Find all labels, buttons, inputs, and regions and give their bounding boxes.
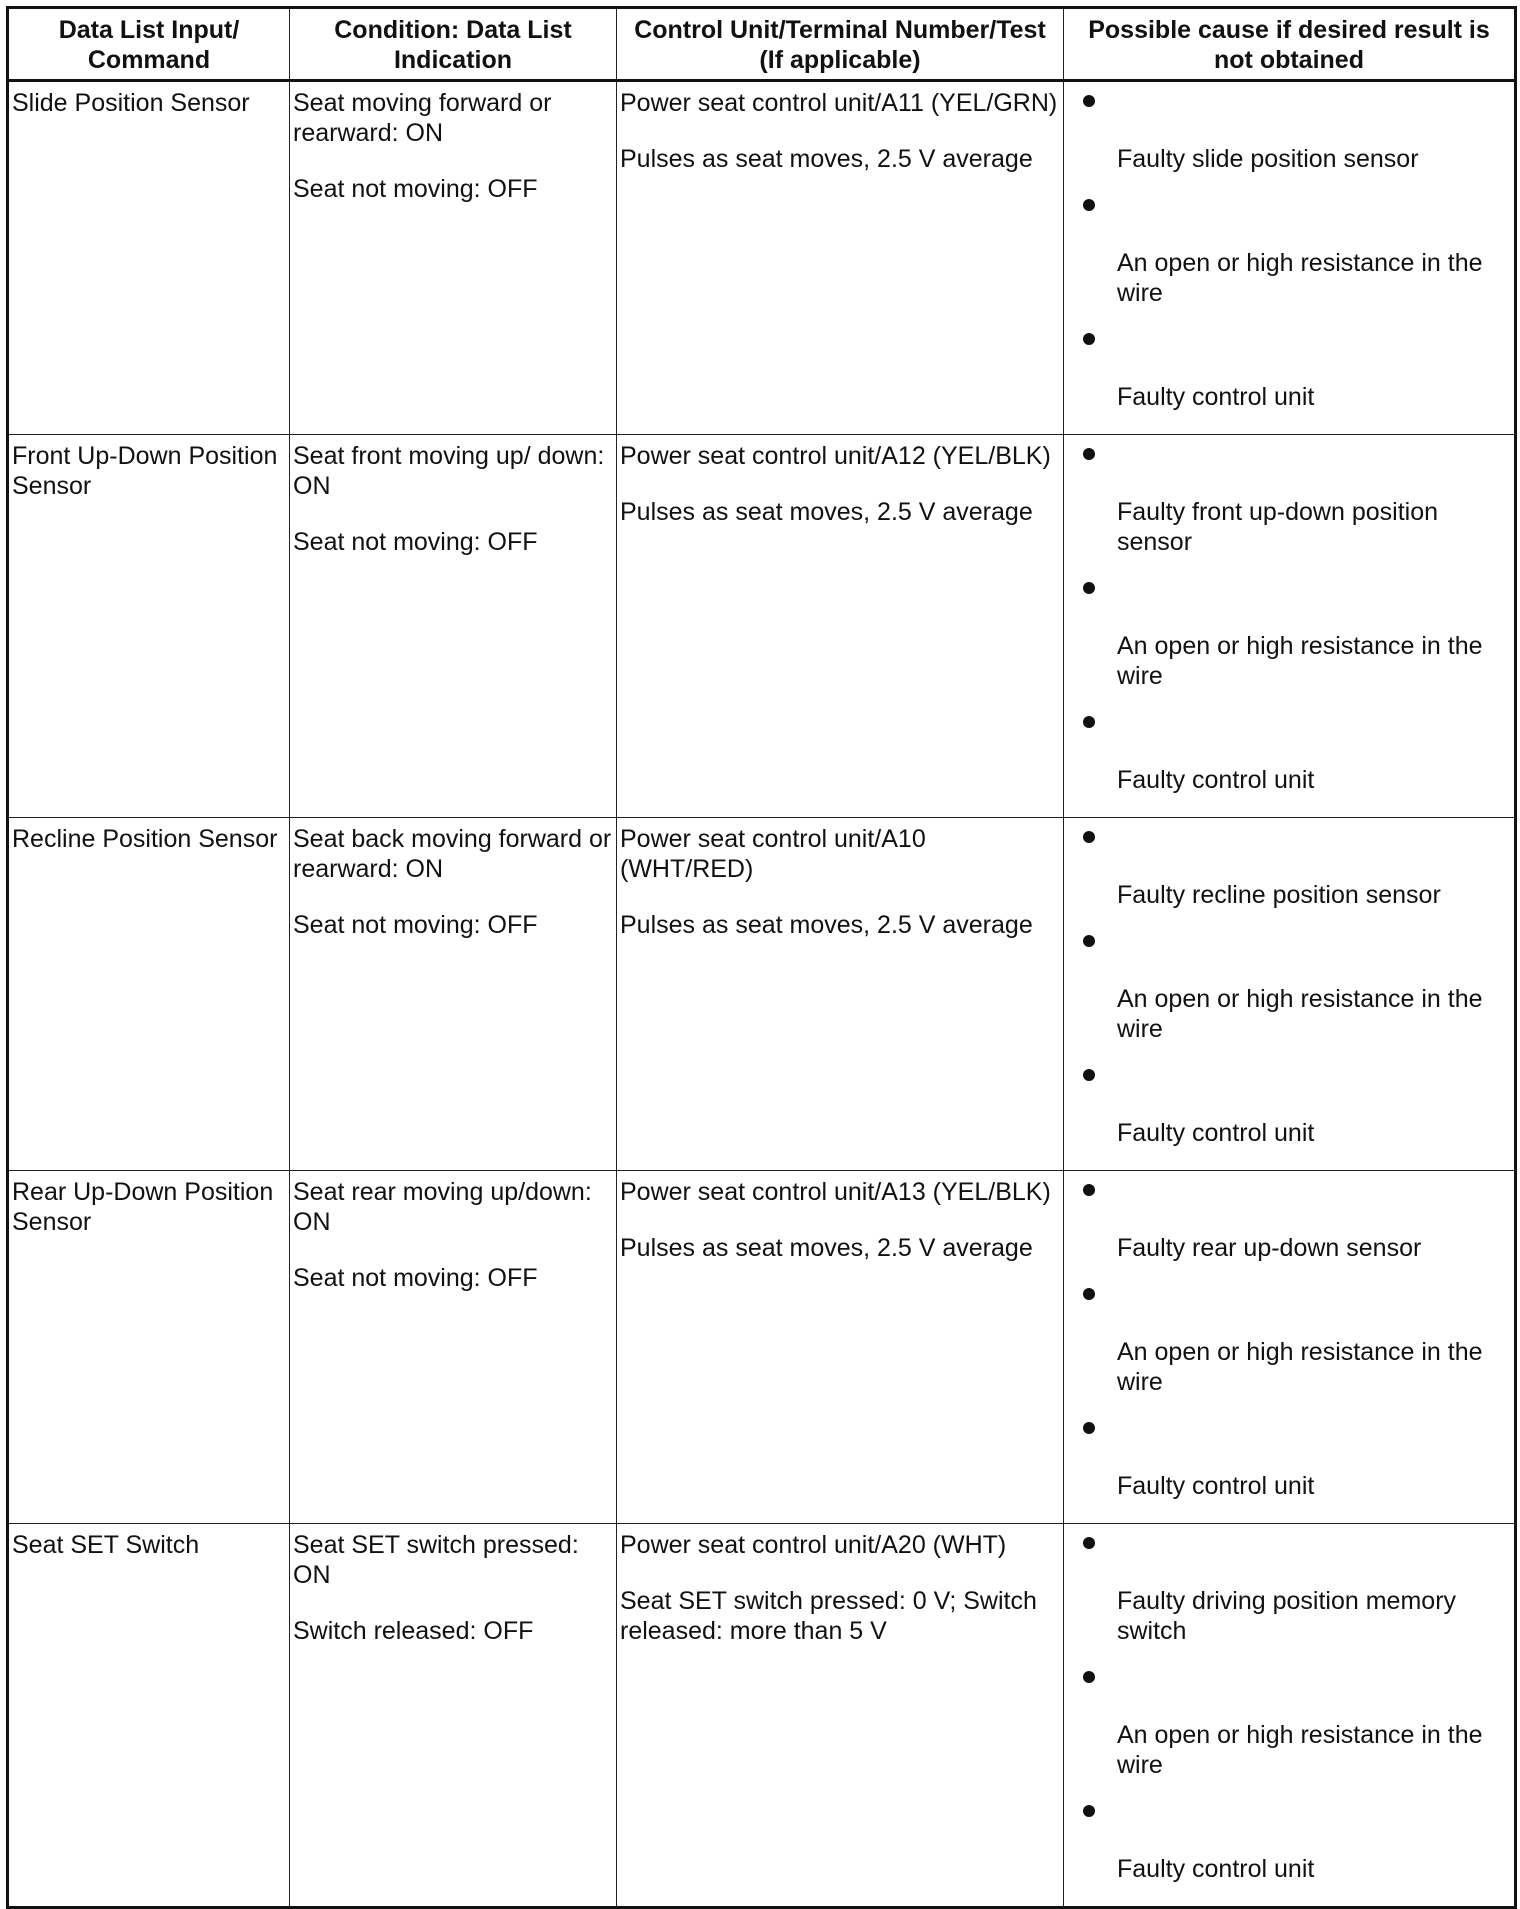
cause-text: Faulty control unit bbox=[1117, 1472, 1315, 1500]
bullet-icon bbox=[1083, 1671, 1095, 1683]
bullet-icon bbox=[1083, 582, 1095, 594]
bullet-icon bbox=[1083, 1288, 1095, 1300]
bullet-icon bbox=[1083, 1537, 1095, 1549]
bullet-icon bbox=[1083, 1069, 1095, 1081]
table-row bbox=[8, 1524, 1516, 1908]
input-label: Slide Position Sensor bbox=[12, 89, 250, 117]
cause-item bbox=[1067, 709, 1511, 795]
cause-text: Faulty front up-down position sensor bbox=[1117, 498, 1439, 556]
cause-list bbox=[1067, 1177, 1511, 1501]
table-row bbox=[8, 81, 1516, 435]
bullet-icon bbox=[1083, 333, 1095, 345]
bullet-icon bbox=[1083, 935, 1095, 947]
table-row bbox=[8, 1171, 1516, 1524]
cause-list bbox=[1067, 824, 1511, 1148]
control-cell bbox=[617, 818, 1064, 1171]
cause-list bbox=[1067, 1530, 1511, 1884]
cause-cell bbox=[1064, 1171, 1516, 1524]
cause-text: Faulty control unit bbox=[1117, 766, 1315, 794]
control-cell bbox=[617, 435, 1064, 818]
condition-line: Seat not moving: OFF bbox=[293, 911, 538, 939]
cause-item bbox=[1067, 1530, 1511, 1646]
control-line: Power seat control unit/A20 (WHT) bbox=[620, 1531, 1007, 1559]
bullet-icon bbox=[1083, 1805, 1095, 1817]
header-row bbox=[8, 8, 1516, 81]
condition-line: Seat rear moving up/down: ON bbox=[293, 1178, 592, 1236]
condition-cell bbox=[290, 435, 617, 818]
cause-item bbox=[1067, 441, 1511, 557]
table-row bbox=[8, 818, 1516, 1171]
condition-line: Seat back moving forward or rearward: ON bbox=[293, 825, 612, 883]
cause-text: An open or high resistance in the wire bbox=[1117, 249, 1483, 307]
cause-item bbox=[1067, 1281, 1511, 1397]
cause-text: An open or high resistance in the wire bbox=[1117, 632, 1483, 690]
cause-item bbox=[1067, 1798, 1511, 1884]
cause-cell bbox=[1064, 81, 1516, 435]
input-cell bbox=[8, 818, 290, 1171]
input-cell bbox=[8, 1171, 290, 1524]
bullet-icon bbox=[1083, 831, 1095, 843]
control-line: Seat SET switch pressed: 0 V; Switch released: more than 5 V bbox=[620, 1587, 1037, 1645]
condition-line: Seat not moving: OFF bbox=[293, 175, 538, 203]
condition-line: Switch released: OFF bbox=[293, 1617, 534, 1645]
cause-item bbox=[1067, 88, 1511, 174]
cause-list bbox=[1067, 88, 1511, 412]
cause-text: Faulty control unit bbox=[1117, 1855, 1315, 1883]
control-cell bbox=[617, 1171, 1064, 1524]
cause-item bbox=[1067, 824, 1511, 910]
cause-text: Faulty rear up-down sensor bbox=[1117, 1234, 1422, 1262]
control-cell bbox=[617, 1524, 1064, 1908]
bullet-icon bbox=[1083, 716, 1095, 728]
control-line: Power seat control unit/A12 (YEL/BLK) bbox=[620, 442, 1051, 470]
cause-text: Faulty slide position sensor bbox=[1117, 145, 1419, 173]
control-line: Pulses as seat moves, 2.5 V average bbox=[620, 911, 1033, 939]
condition-line: Seat not moving: OFF bbox=[293, 528, 538, 556]
header-condition: Condition: Data List Indication bbox=[290, 8, 617, 81]
control-line: Power seat control unit/A10 (WHT/RED) bbox=[620, 825, 926, 883]
condition-line: Seat SET switch pressed: ON bbox=[293, 1531, 579, 1589]
input-label: Seat SET Switch bbox=[12, 1531, 200, 1559]
cause-list bbox=[1067, 441, 1511, 795]
cause-cell bbox=[1064, 435, 1516, 818]
bullet-icon bbox=[1083, 199, 1095, 211]
cause-cell bbox=[1064, 1524, 1516, 1908]
cause-text: Faulty control unit bbox=[1117, 1119, 1315, 1147]
condition-cell bbox=[290, 1524, 617, 1908]
input-label: Front Up-Down Position Sensor bbox=[12, 442, 278, 500]
cause-item bbox=[1067, 1415, 1511, 1501]
condition-line: Seat front moving up/ down: ON bbox=[293, 442, 605, 500]
condition-cell bbox=[290, 81, 617, 435]
control-line: Pulses as seat moves, 2.5 V average bbox=[620, 145, 1033, 173]
input-label: Recline Position Sensor bbox=[12, 825, 278, 853]
control-line: Pulses as seat moves, 2.5 V average bbox=[620, 498, 1033, 526]
control-line: Power seat control unit/A11 (YEL/GRN) bbox=[620, 89, 1058, 117]
cause-text: Faulty control unit bbox=[1117, 383, 1315, 411]
cause-item bbox=[1067, 1177, 1511, 1263]
input-label: Rear Up-Down Position Sensor bbox=[12, 1178, 274, 1236]
input-cell bbox=[8, 435, 290, 818]
cause-item bbox=[1067, 928, 1511, 1044]
control-line: Power seat control unit/A13 (YEL/BLK) bbox=[620, 1178, 1051, 1206]
control-cell bbox=[617, 81, 1064, 435]
cause-text: An open or high resistance in the wire bbox=[1117, 1721, 1483, 1779]
cause-text: Faulty recline position sensor bbox=[1117, 881, 1441, 909]
data-list-table bbox=[6, 6, 1517, 1909]
table-row bbox=[8, 435, 1516, 818]
cause-cell bbox=[1064, 818, 1516, 1171]
bullet-icon bbox=[1083, 95, 1095, 107]
cause-item bbox=[1067, 1664, 1511, 1780]
input-cell bbox=[8, 1524, 290, 1908]
control-line: Pulses as seat moves, 2.5 V average bbox=[620, 1234, 1033, 1262]
condition-line: Seat moving forward or rearward: ON bbox=[293, 89, 552, 147]
input-cell bbox=[8, 81, 290, 435]
cause-text: Faulty driving position memory switch bbox=[1117, 1587, 1457, 1645]
condition-line: Seat not moving: OFF bbox=[293, 1264, 538, 1292]
header-data-list-input: Data List Input/ Command bbox=[8, 8, 290, 81]
bullet-icon bbox=[1083, 448, 1095, 460]
cause-item bbox=[1067, 326, 1511, 412]
header-control-unit: Control Unit/Terminal Number/Test (If applicable) bbox=[617, 8, 1064, 81]
header-possible-cause: Possible cause if desired result is not obtained bbox=[1064, 8, 1516, 81]
condition-cell bbox=[290, 818, 617, 1171]
diagnostic-table-page bbox=[6, 6, 1514, 1883]
bullet-icon bbox=[1083, 1422, 1095, 1434]
cause-item bbox=[1067, 192, 1511, 308]
bullet-icon bbox=[1083, 1184, 1095, 1196]
cause-item bbox=[1067, 1062, 1511, 1148]
cause-item bbox=[1067, 575, 1511, 691]
condition-cell bbox=[290, 1171, 617, 1524]
cause-text: An open or high resistance in the wire bbox=[1117, 985, 1483, 1043]
cause-text: An open or high resistance in the wire bbox=[1117, 1338, 1483, 1396]
